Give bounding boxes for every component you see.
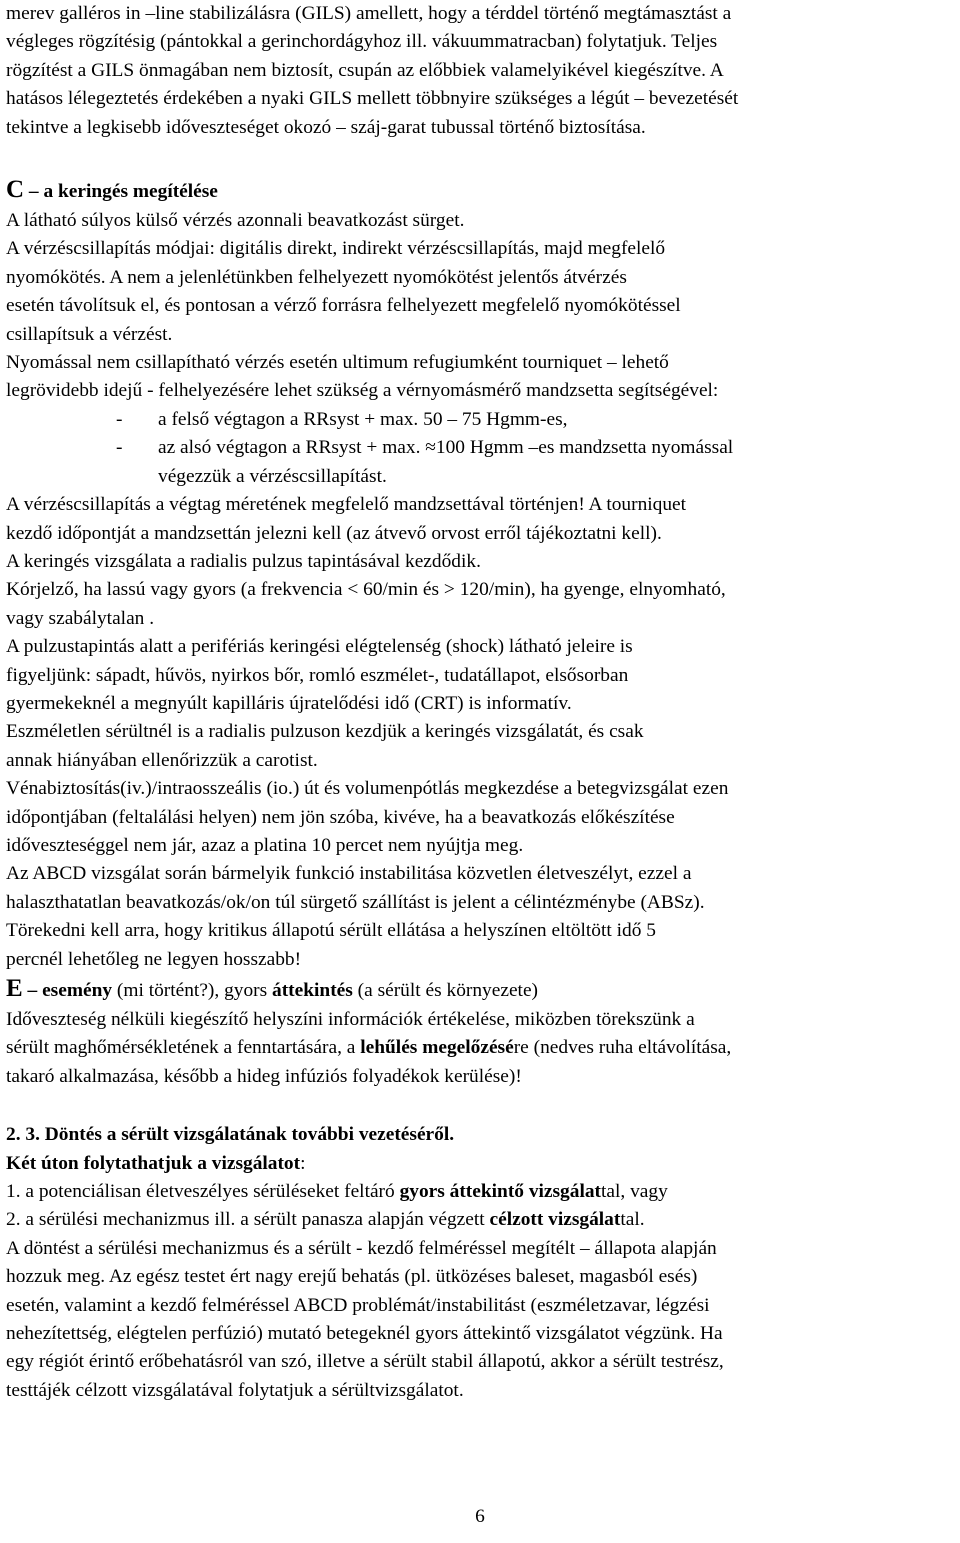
text-line: gyermekeknél a megnyúlt kapilláris újratelődési idő (CRT) is informatív. [6,692,572,714]
text-line: Időveszteség nélküli kiegészítő helyszíni információk értékelése, miközben törekszünk a [6,1009,695,1030]
text-line: takaró alkalmazása, később a hideg infúziós folyadékok kerülése)! [6,1065,522,1087]
list-item [6,434,956,462]
text-run: 2. a sérülési mechanizmus ill. a sérült panasza alapján végzett [6,1209,490,1231]
numbered-item [6,1178,956,1206]
text-line: tekintve a legkisebb időveszteséget okozó – száj-garat tubussal történő biztosítása. [6,116,646,138]
text-line: figyeljünk: sápadt, hűvös, nyirkos bőr, romló eszmélet-, tudatállapot, elsősorban [6,664,629,686]
text-run-bold: gyors áttekintő vizsgálat [399,1181,601,1203]
text-line: hatásos lélegeztetés érdekében a nyaki GILS mellett többnyire szükséges a légút – bevezetését [6,88,739,110]
heading-dash: – [22,980,43,1001]
heading-word-event: esemény [42,980,113,1001]
text-line: Vénabiztosítás(iv.)/intraosszeális (io.) út és volumenpótlás megkezdése a betegvizsgálat ezen [6,778,729,800]
text-line: A vérzéscsillapítás a végtag méretének megfelelő mandzsettával történjen! A tourniquet [6,494,687,516]
section-2-3 [6,1121,956,1405]
heading-text: (mi történt?), gyors [112,980,273,1001]
text-line: nyomókötés. A nem a jelenlétünkben felhelyezett nyomókötést jelentős átvérzés [6,266,627,288]
text-line: A döntést a sérülési mechanizmus és a sérült - kezdő felméréssel megítélt – állapota alapján [6,1237,717,1259]
text-line: halaszthatatlan beavatkozás/ok/on túl sürgető szállítást is jelent a célintézménybe (ABSz). [6,891,705,913]
text-run: 1. a potenciálisan életveszélyes sérüléseket feltáró [6,1181,400,1203]
text-line: nehezítettség, elégtelen perfúzió) mutató betegeknél gyors áttekintő vizsgálatot végzünk. Ha [6,1323,723,1345]
section-e-heading [6,974,956,1006]
list-item-text: végezzük a vérzéscsillapítást. [158,465,387,487]
text-line: A pulzustapintás alatt a perifériás keringési elégtelenség (shock) látható jeleire is [6,636,633,658]
paragraph-gils [6,0,956,142]
sub-heading-colon: : [300,1152,306,1174]
text-line: Kórjelző, ha lassú vagy gyors (a frekvencia < 60/min és > 120/min), ha gyenge, elnyomható, [6,579,726,601]
list-item-text: az alsó végtagon a RRsyst + max. ≈100 Hgmm –es mandzsetta nyomással [158,437,734,459]
text-line: rögzítést a GILS önmagában nem biztosít, csupán az előbbiek valamelyikével kiegészítve. A [6,59,724,81]
spacer [6,1091,956,1121]
text-line: végleges rögzítésig (pántokkal a gerinchordágyhoz ill. vákuummatracban) folytatjuk. Teljes [6,31,718,53]
text-line: percnél lehetőleg ne legyen hosszabb! [6,948,302,970]
section-letter: C [6,176,25,204]
sub-heading [6,1150,956,1178]
text-line: hozzuk meg. Az egész testet ért nagy erejű behatás (pl. ütközéses baleset, magasból esés) [6,1266,698,1288]
text-line: egy régiót érintő erőbehatásról van szó, illetve a sérült stabil állapotú, akkor a sérült testrész, [6,1351,724,1373]
text-line: időpontjában (feltalálási helyen) nem jön szóba, kivéve, ha a beavatkozás előkészítése [6,806,675,828]
text-line: esetén, valamint a kezdő felméréssel ABCD problémát/instabilitást (eszméletzavar, légzési [6,1294,710,1316]
text-line: Nyomással nem csillapítható vérzés esetén ultimum refugiumként tourniquet – lehető [6,352,669,374]
heading-text: (a sérült és környezete) [352,980,539,1001]
list-dash: - [116,408,123,430]
text-line [6,1034,956,1062]
text-line: időveszteséggel nem jár, azaz a platina 10 percet nem nyújtja meg. [6,834,524,856]
text-line: merev galléros in –line stabilizálásra (GILS) amellett, hogy a térddel történő megtámasztást a [6,3,732,24]
text-line: legrövidebb idejű - felhelyezésére lehet szükség a vérnyomásmérő mandzsetta segítségével: [6,380,719,402]
text-line: esetén távolítsuk el, és pontosan a vérző forrásra felhelyezett megfelelő nyomókötéssel [6,295,681,317]
list-item [6,406,956,434]
text-line: A vérzéscsillapítás módjai: digitális direkt, indirekt vérzéscsillapítás, majd megfelelő [6,238,666,260]
text-run-bold: lehűlés megelőzésé [360,1037,514,1059]
page-number: 6 [475,1506,485,1527]
text-run-bold: célzott vizsgálat [489,1209,621,1231]
text-line: annak hiányában ellenőrizzük a carotist. [6,749,318,771]
text-line: Törekedni kell arra, hogy kritikus állapotú sérült ellátása a helyszínen eltöltött idő 5 [6,920,656,942]
list-dash: - [116,437,123,459]
section-title: – a keringés megítélése [24,181,218,203]
heading-word-overview: áttekintés [272,980,353,1001]
section-heading: 2. 3. Döntés a sérült vizsgálatának további vezetéséről. [6,1124,455,1146]
numbered-item [6,1206,956,1234]
section-e [6,974,956,1091]
text-line: A látható súlyos külső vérzés azonnali beavatkozást sürget. [6,210,465,232]
text-run: re (nedves ruha eltávolítása, [513,1037,732,1059]
text-run: tal. [620,1209,645,1231]
text-line: Az ABCD vizsgálat során bármelyik funkció instabilitása közvetlen életveszélyt, ezzel a [6,863,692,885]
list-item-text: a felső végtagon a RRsyst + max. 50 – 75 Hgmm-es, [158,408,568,430]
text-run: sérült maghőmérsékletének a fenntartására, a [6,1037,361,1059]
text-line: A keringés vizsgálata a radialis pulzus tapintásával kezdődik. [6,550,481,572]
sub-heading-bold: Két úton folytathatjuk a vizsgálatot [6,1152,301,1174]
text-line: testtájék célzott vizsgálatával folytatjuk a sérültvizsgálatot. [6,1379,464,1401]
section-c-heading [6,175,956,207]
text-line: vagy szabálytalan . [6,607,155,629]
section-c [6,175,956,974]
text-run: tal, vagy [601,1181,668,1203]
text-line: kezdő időpontját a mandzsettán jelezni kell (az átvevő orvost erről tájékoztatni kell). [6,522,662,544]
section-letter: E [6,975,23,1002]
text-line: csillapítsuk a vérzést. [6,323,173,345]
list-item-continuation [6,463,956,491]
text-line: Eszméletlen sérültnél is a radialis pulzuson kezdjük a keringés vizsgálatát, és csak [6,721,644,743]
document-page [6,0,956,1405]
spacer [6,142,956,175]
